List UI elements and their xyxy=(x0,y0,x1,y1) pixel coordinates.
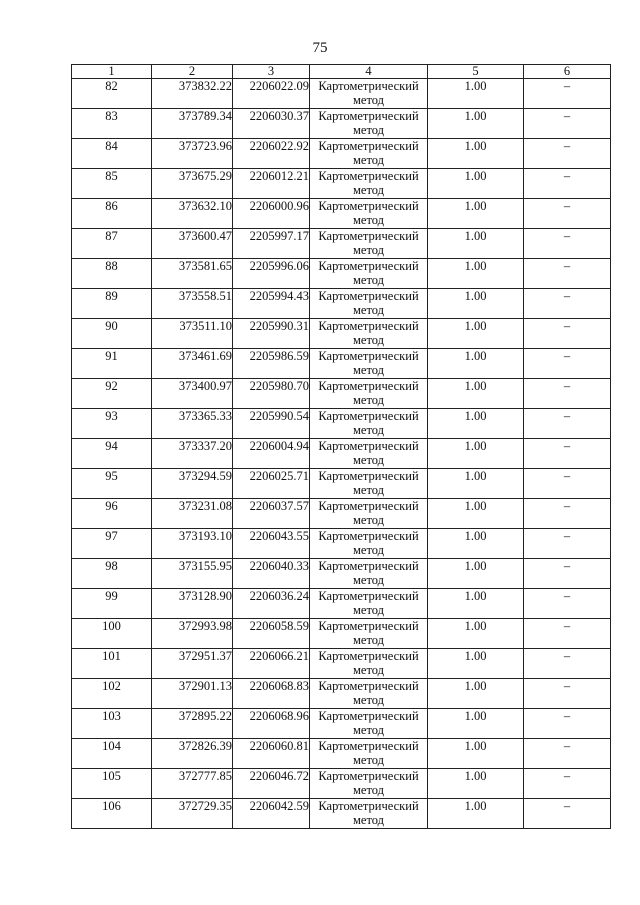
method-line-1: Картометрический xyxy=(318,139,419,153)
x-coordinate-cell: 373155.95 xyxy=(152,559,233,589)
page-number: 75 xyxy=(312,40,328,56)
point-number-cell: 106 xyxy=(72,799,152,829)
y-coordinate-cell: 2205986.59 xyxy=(233,349,310,379)
column-6-cell: – xyxy=(524,469,611,499)
method-cell xyxy=(310,469,428,499)
point-number-cell: 96 xyxy=(72,499,152,529)
point-number-cell: 85 xyxy=(72,169,152,199)
method-line-1: Картометрический xyxy=(318,589,419,603)
y-coordinate-cell: 2206037.57 xyxy=(233,499,310,529)
table-row xyxy=(72,169,611,199)
method-line-2: метод xyxy=(352,333,384,347)
column-6-cell: – xyxy=(524,79,611,109)
method-line-2: метод xyxy=(352,123,384,137)
point-number-cell: 98 xyxy=(72,559,152,589)
x-coordinate-cell: 372901.13 xyxy=(152,679,233,709)
method-line-2: метод xyxy=(352,723,384,737)
method-line-2: метод xyxy=(352,513,384,527)
point-number-cell: 101 xyxy=(72,649,152,679)
method-line-2: метод xyxy=(352,243,384,257)
method-line-2: метод xyxy=(352,153,384,167)
accuracy-cell: 1.00 xyxy=(428,559,524,589)
column-6-cell: – xyxy=(524,709,611,739)
method-line-2: метод xyxy=(352,573,384,587)
point-number-cell: 97 xyxy=(72,529,152,559)
accuracy-cell: 1.00 xyxy=(428,409,524,439)
method-cell xyxy=(310,499,428,529)
accuracy-cell: 1.00 xyxy=(428,589,524,619)
x-coordinate-cell: 373231.08 xyxy=(152,499,233,529)
x-coordinate-cell: 373461.69 xyxy=(152,349,233,379)
column-6-cell: – xyxy=(524,559,611,589)
header-col-3: 3 xyxy=(233,65,310,79)
accuracy-cell: 1.00 xyxy=(428,259,524,289)
method-line-2: метод xyxy=(352,543,384,557)
method-cell xyxy=(310,349,428,379)
y-coordinate-cell: 2206040.33 xyxy=(233,559,310,589)
method-line-2: метод xyxy=(352,783,384,797)
method-cell xyxy=(310,439,428,469)
header-row xyxy=(72,65,611,79)
y-coordinate-cell: 2206004.94 xyxy=(233,439,310,469)
method-line-2: метод xyxy=(352,633,384,647)
y-coordinate-cell: 2205980.70 xyxy=(233,379,310,409)
point-number-cell: 87 xyxy=(72,229,152,259)
x-coordinate-cell: 373675.29 xyxy=(152,169,233,199)
x-coordinate-cell: 373600.47 xyxy=(152,229,233,259)
table-row xyxy=(72,499,611,529)
table-row xyxy=(72,349,611,379)
column-6-cell: – xyxy=(524,199,611,229)
method-line-2: метод xyxy=(352,813,384,827)
method-cell xyxy=(310,79,428,109)
method-line-1: Картометрический xyxy=(318,409,419,423)
y-coordinate-cell: 2206036.24 xyxy=(233,589,310,619)
point-number-cell: 83 xyxy=(72,109,152,139)
point-number-cell: 92 xyxy=(72,379,152,409)
method-line-1: Картометрический xyxy=(318,529,419,543)
accuracy-cell: 1.00 xyxy=(428,79,524,109)
accuracy-cell: 1.00 xyxy=(428,379,524,409)
y-coordinate-cell: 2206043.55 xyxy=(233,529,310,559)
method-line-2: метод xyxy=(352,213,384,227)
table-row xyxy=(72,379,611,409)
header-col-5: 5 xyxy=(428,65,524,79)
method-line-2: метод xyxy=(352,663,384,677)
table-row xyxy=(72,439,611,469)
table-row xyxy=(72,589,611,619)
accuracy-cell: 1.00 xyxy=(428,679,524,709)
accuracy-cell: 1.00 xyxy=(428,619,524,649)
method-line-1: Картометрический xyxy=(318,319,419,333)
method-cell xyxy=(310,169,428,199)
table-row xyxy=(72,559,611,589)
point-number-cell: 86 xyxy=(72,199,152,229)
method-line-1: Картометрический xyxy=(318,709,419,723)
table-row xyxy=(72,709,611,739)
x-coordinate-cell: 373789.34 xyxy=(152,109,233,139)
point-number-cell: 104 xyxy=(72,739,152,769)
x-coordinate-cell: 372777.85 xyxy=(152,769,233,799)
x-coordinate-cell: 373294.59 xyxy=(152,469,233,499)
method-line-1: Картометрический xyxy=(318,679,419,693)
table-row xyxy=(72,289,611,319)
method-line-2: метод xyxy=(352,603,384,617)
point-number-cell: 99 xyxy=(72,589,152,619)
y-coordinate-cell: 2205996.06 xyxy=(233,259,310,289)
accuracy-cell: 1.00 xyxy=(428,649,524,679)
table-row xyxy=(72,649,611,679)
x-coordinate-cell: 373400.97 xyxy=(152,379,233,409)
accuracy-cell: 1.00 xyxy=(428,739,524,769)
table-row xyxy=(72,409,611,439)
table-row xyxy=(72,469,611,499)
method-line-2: метод xyxy=(352,423,384,437)
table-header xyxy=(72,65,611,79)
table-row xyxy=(72,109,611,139)
method-line-2: метод xyxy=(352,183,384,197)
y-coordinate-cell: 2205990.54 xyxy=(233,409,310,439)
accuracy-cell: 1.00 xyxy=(428,439,524,469)
x-coordinate-cell: 372895.22 xyxy=(152,709,233,739)
method-cell xyxy=(310,199,428,229)
table-row xyxy=(72,529,611,559)
method-cell xyxy=(310,319,428,349)
y-coordinate-cell: 2206068.83 xyxy=(233,679,310,709)
method-cell xyxy=(310,589,428,619)
point-number-cell: 103 xyxy=(72,709,152,739)
x-coordinate-cell: 373558.51 xyxy=(152,289,233,319)
column-6-cell: – xyxy=(524,799,611,829)
table-row xyxy=(72,199,611,229)
y-coordinate-cell: 2205997.17 xyxy=(233,229,310,259)
method-cell xyxy=(310,409,428,439)
y-coordinate-cell: 2206022.92 xyxy=(233,139,310,169)
accuracy-cell: 1.00 xyxy=(428,499,524,529)
table-row xyxy=(72,229,611,259)
column-6-cell: – xyxy=(524,349,611,379)
method-line-1: Картометрический xyxy=(318,199,419,213)
method-line-1: Картометрический xyxy=(318,499,419,513)
method-line-1: Картометрический xyxy=(318,619,419,633)
accuracy-cell: 1.00 xyxy=(428,769,524,799)
point-number-cell: 82 xyxy=(72,79,152,109)
method-line-1: Картометрический xyxy=(318,289,419,303)
method-cell xyxy=(310,559,428,589)
table-row xyxy=(72,739,611,769)
x-coordinate-cell: 372993.98 xyxy=(152,619,233,649)
point-number-cell: 95 xyxy=(72,469,152,499)
method-cell xyxy=(310,679,428,709)
accuracy-cell: 1.00 xyxy=(428,349,524,379)
x-coordinate-cell: 373581.65 xyxy=(152,259,233,289)
x-coordinate-cell: 372729.35 xyxy=(152,799,233,829)
x-coordinate-cell: 373723.96 xyxy=(152,139,233,169)
method-line-1: Картометрический xyxy=(318,79,419,93)
table-row xyxy=(72,679,611,709)
column-6-cell: – xyxy=(524,499,611,529)
method-line-1: Картометрический xyxy=(318,109,419,123)
column-6-cell: – xyxy=(524,169,611,199)
method-line-1: Картометрический xyxy=(318,739,419,753)
accuracy-cell: 1.00 xyxy=(428,229,524,259)
y-coordinate-cell: 2206066.21 xyxy=(233,649,310,679)
x-coordinate-cell: 373632.10 xyxy=(152,199,233,229)
method-line-2: метод xyxy=(352,93,384,107)
method-cell xyxy=(310,709,428,739)
table-row xyxy=(72,79,611,109)
point-number-cell: 102 xyxy=(72,679,152,709)
method-line-1: Картометрический xyxy=(318,469,419,483)
table-row xyxy=(72,319,611,349)
method-line-1: Картометрический xyxy=(318,439,419,453)
table-row xyxy=(72,769,611,799)
y-coordinate-cell: 2205994.43 xyxy=(233,289,310,319)
column-6-cell: – xyxy=(524,289,611,319)
method-line-1: Картометрический xyxy=(318,379,419,393)
header-col-1: 1 xyxy=(72,65,152,79)
method-line-1: Картометрический xyxy=(318,229,419,243)
method-cell xyxy=(310,259,428,289)
method-cell xyxy=(310,799,428,829)
column-6-cell: – xyxy=(524,529,611,559)
point-number-cell: 91 xyxy=(72,349,152,379)
point-number-cell: 93 xyxy=(72,409,152,439)
point-number-cell: 94 xyxy=(72,439,152,469)
table-row xyxy=(72,799,611,829)
method-cell xyxy=(310,739,428,769)
method-cell xyxy=(310,769,428,799)
column-6-cell: – xyxy=(524,379,611,409)
point-number-cell: 89 xyxy=(72,289,152,319)
method-line-1: Картометрический xyxy=(318,169,419,183)
x-coordinate-cell: 372826.39 xyxy=(152,739,233,769)
method-cell xyxy=(310,109,428,139)
accuracy-cell: 1.00 xyxy=(428,529,524,559)
method-line-1: Картометрический xyxy=(318,259,419,273)
x-coordinate-cell: 373337.20 xyxy=(152,439,233,469)
point-number-cell: 100 xyxy=(72,619,152,649)
y-coordinate-cell: 2206022.09 xyxy=(233,79,310,109)
x-coordinate-cell: 373832.22 xyxy=(152,79,233,109)
accuracy-cell: 1.00 xyxy=(428,109,524,139)
x-coordinate-cell: 373365.33 xyxy=(152,409,233,439)
method-line-2: метод xyxy=(352,693,384,707)
coordinates-table xyxy=(71,64,611,829)
x-coordinate-cell: 373128.90 xyxy=(152,589,233,619)
header-col-2: 2 xyxy=(152,65,233,79)
accuracy-cell: 1.00 xyxy=(428,169,524,199)
method-cell xyxy=(310,379,428,409)
header-col-6: 6 xyxy=(524,65,611,79)
method-line-2: метод xyxy=(352,753,384,767)
method-cell xyxy=(310,229,428,259)
column-6-cell: – xyxy=(524,139,611,169)
column-6-cell: – xyxy=(524,109,611,139)
method-line-1: Картометрический xyxy=(318,769,419,783)
x-coordinate-cell: 372951.37 xyxy=(152,649,233,679)
y-coordinate-cell: 2206042.59 xyxy=(233,799,310,829)
method-line-2: метод xyxy=(352,453,384,467)
column-6-cell: – xyxy=(524,619,611,649)
method-cell xyxy=(310,139,428,169)
y-coordinate-cell: 2206046.72 xyxy=(233,769,310,799)
method-line-1: Картометрический xyxy=(318,649,419,663)
y-coordinate-cell: 2206068.96 xyxy=(233,709,310,739)
method-line-2: метод xyxy=(352,363,384,377)
column-6-cell: – xyxy=(524,679,611,709)
table-row xyxy=(72,619,611,649)
y-coordinate-cell: 2206060.81 xyxy=(233,739,310,769)
method-line-2: метод xyxy=(352,273,384,287)
column-6-cell: – xyxy=(524,769,611,799)
point-number-cell: 90 xyxy=(72,319,152,349)
table-body xyxy=(72,79,611,829)
column-6-cell: – xyxy=(524,439,611,469)
method-cell xyxy=(310,649,428,679)
accuracy-cell: 1.00 xyxy=(428,199,524,229)
point-number-cell: 84 xyxy=(72,139,152,169)
accuracy-cell: 1.00 xyxy=(428,319,524,349)
column-6-cell: – xyxy=(524,229,611,259)
method-line-2: метод xyxy=(352,393,384,407)
y-coordinate-cell: 2206030.37 xyxy=(233,109,310,139)
method-cell xyxy=(310,289,428,319)
method-line-2: метод xyxy=(352,483,384,497)
method-line-2: метод xyxy=(352,303,384,317)
accuracy-cell: 1.00 xyxy=(428,799,524,829)
point-number-cell: 88 xyxy=(72,259,152,289)
table-row xyxy=(72,139,611,169)
y-coordinate-cell: 2206012.21 xyxy=(233,169,310,199)
method-cell xyxy=(310,619,428,649)
accuracy-cell: 1.00 xyxy=(428,469,524,499)
column-6-cell: – xyxy=(524,259,611,289)
accuracy-cell: 1.00 xyxy=(428,289,524,319)
x-coordinate-cell: 373511.10 xyxy=(152,319,233,349)
y-coordinate-cell: 2206058.59 xyxy=(233,619,310,649)
y-coordinate-cell: 2206000.96 xyxy=(233,199,310,229)
column-6-cell: – xyxy=(524,409,611,439)
header-col-4: 4 xyxy=(310,65,428,79)
y-coordinate-cell: 2206025.71 xyxy=(233,469,310,499)
table-row xyxy=(72,259,611,289)
point-number-cell: 105 xyxy=(72,769,152,799)
column-6-cell: – xyxy=(524,739,611,769)
column-6-cell: – xyxy=(524,589,611,619)
method-cell xyxy=(310,529,428,559)
method-line-1: Картометрический xyxy=(318,799,419,813)
x-coordinate-cell: 373193.10 xyxy=(152,529,233,559)
y-coordinate-cell: 2205990.31 xyxy=(233,319,310,349)
method-line-1: Картометрический xyxy=(318,349,419,363)
column-6-cell: – xyxy=(524,649,611,679)
method-line-1: Картометрический xyxy=(318,559,419,573)
accuracy-cell: 1.00 xyxy=(428,709,524,739)
accuracy-cell: 1.00 xyxy=(428,139,524,169)
column-6-cell: – xyxy=(524,319,611,349)
